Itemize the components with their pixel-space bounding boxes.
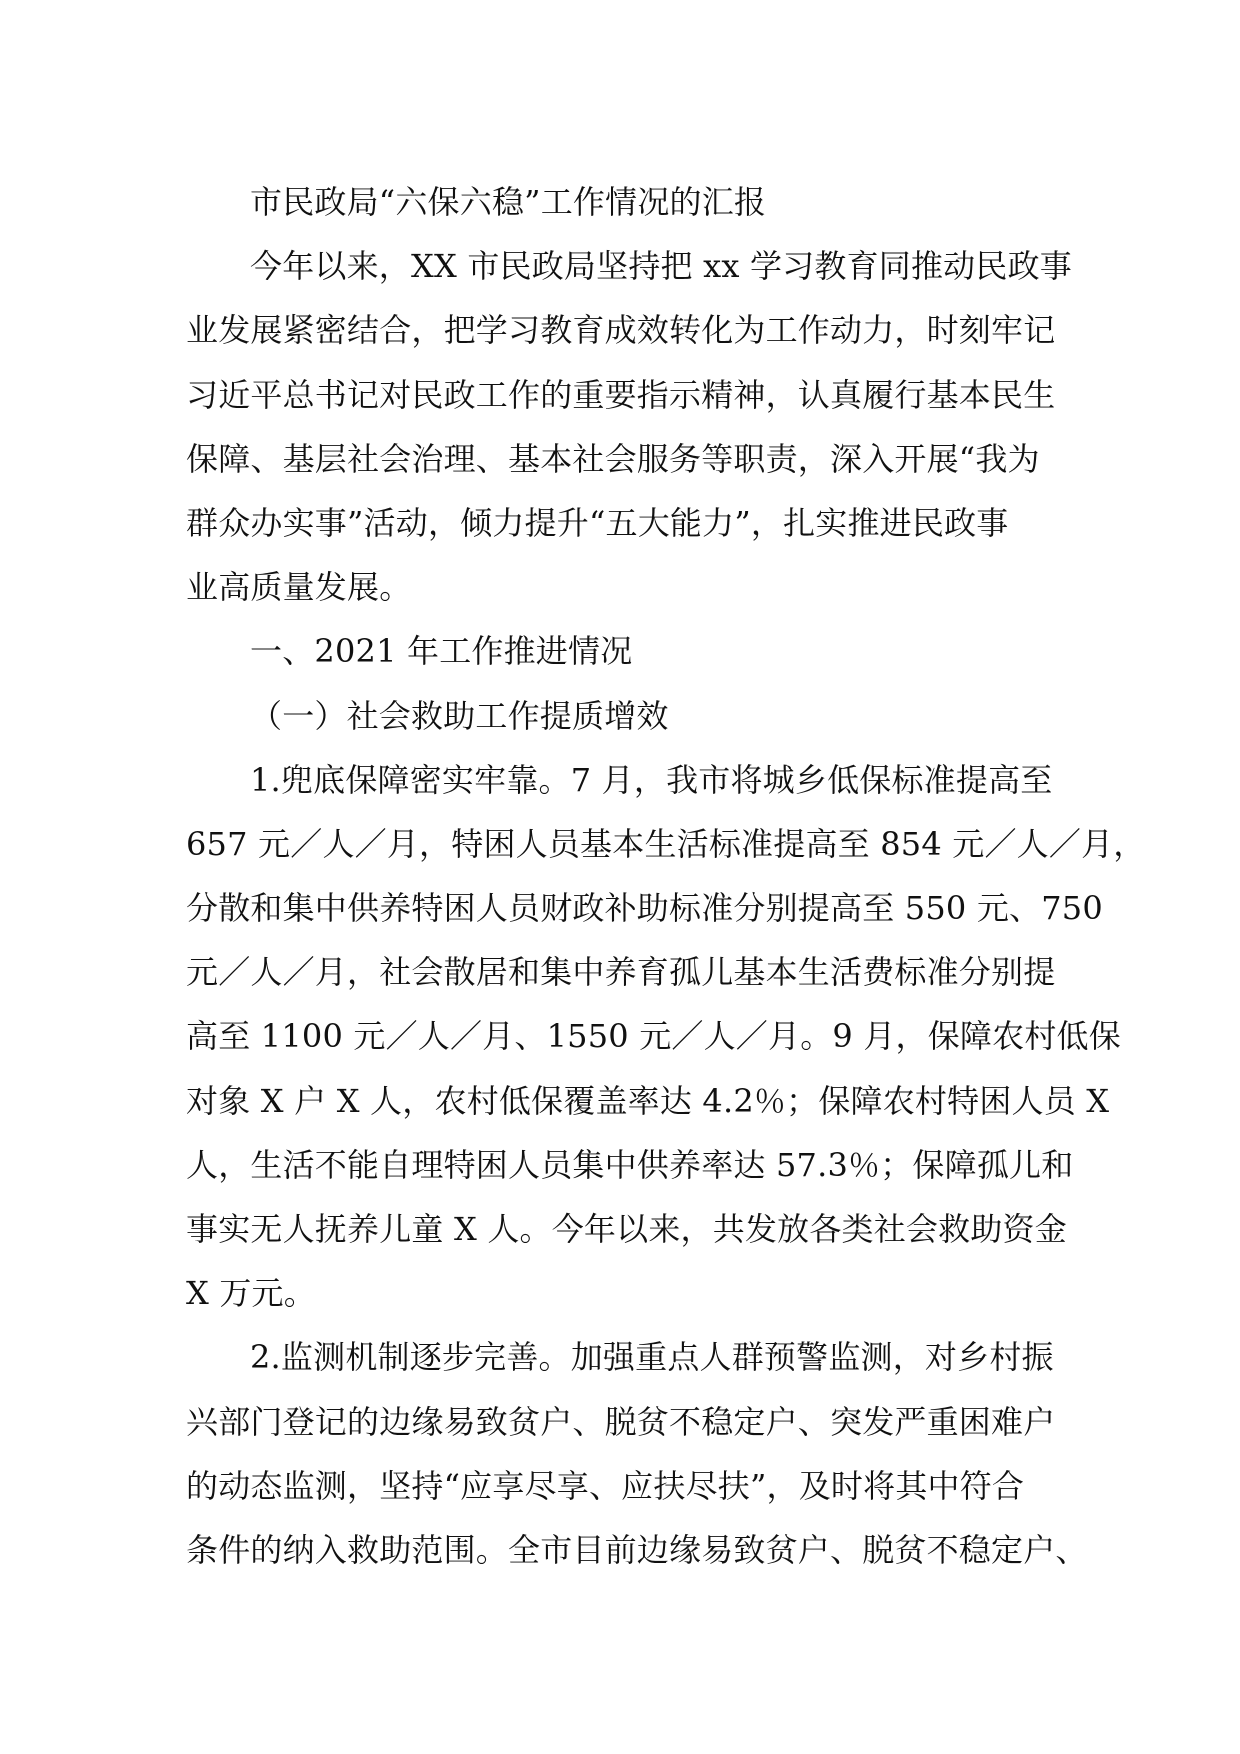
paragraph-line: 业发展紧密结合，把学习教育成效转化为工作动力，时刻牢记 [186, 311, 1056, 350]
item-1-paragraph [186, 748, 1146, 1326]
paragraph-line: 群众办实事”活动，倾力提升“五大能力”，扎实推进民政事 [186, 503, 1009, 542]
paragraph-line: 分散和集中供养特困人员财政补助标准分别提高至 550 元、750 [186, 889, 1103, 928]
document-body [186, 170, 1146, 1582]
paragraph-line: 人，生活不能自理特困人员集中供养率达 57.3％；保障孤儿和 [186, 1145, 1074, 1184]
paragraph-line: 元／人／月，社会散居和集中养育孤儿基本生活费标准分别提 [186, 953, 1056, 992]
subsection-heading: （一）社会救助工作提质增效 [250, 696, 669, 735]
section-heading: 一、2021 年工作推进情况 [250, 632, 633, 671]
document-title: 市民政局“六保六稳”工作情况的汇报 [250, 183, 767, 221]
paragraph-line: 高至 1100 元／人／月、1550 元／人／月。9 月，保障农村低保 [186, 1017, 1121, 1056]
paragraph-line: 事实无人抚养儿童 X 人。今年以来，共发放各类社会救助资金 [186, 1210, 1067, 1248]
paragraph-line: 的动态监测，坚持“应享尽享、应扶尽扶”，及时将其中符合 [186, 1466, 1025, 1505]
paragraph-line: 条件的纳入救助范围。全市目前边缘易致贫户、脱贫不稳定户、 [186, 1530, 1088, 1569]
paragraph-line: 今年以来，XX 市民政局坚持把 xx 学习教育同推动民政事 [250, 247, 1072, 286]
paragraph-line: 2.监测机制逐步完善。加强重点人群预警监测，对乡村振 [250, 1338, 1054, 1377]
paragraph-line: X 万元。 [186, 1274, 316, 1313]
paragraph-line: 657 元／人／月，特困人员基本生活标准提高至 854 元／人／月， [186, 824, 1146, 863]
paragraph-line: 对象 X 户 X 人，农村低保覆盖率达 4.2％；保障农村特困人员 X [186, 1081, 1110, 1120]
paragraph-line: 业高质量发展。 [186, 568, 412, 607]
paragraph-line: 习近平总书记对民政工作的重要指示精神，认真履行基本民生 [186, 375, 1056, 414]
intro-paragraph [186, 234, 1072, 619]
item-2-paragraph [186, 1325, 1088, 1582]
paragraph-line: 1.兜底保障密实牢靠。7 月，我市将城乡低保标准提高至 [250, 760, 1053, 799]
paragraph-line: 保障、基层社会治理、基本社会服务等职责，深入开展“我为 [186, 439, 1040, 478]
paragraph-line: 兴部门登记的边缘易致贫户、脱贫不稳定户、突发严重困难户 [186, 1402, 1056, 1441]
